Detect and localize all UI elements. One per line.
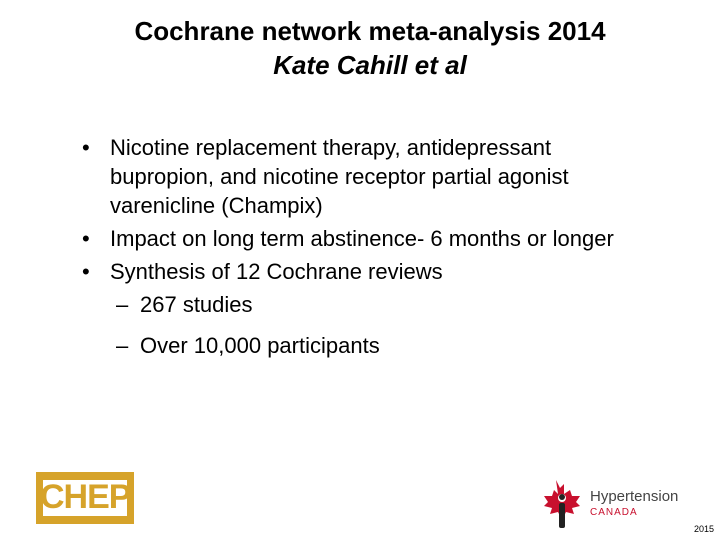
bullet-marker: • bbox=[82, 135, 90, 160]
sub-bullet-marker: – bbox=[116, 292, 129, 317]
sub-bullet-item bbox=[82, 331, 642, 360]
sub-bullet-item bbox=[82, 290, 642, 319]
hc-country: CANADA bbox=[590, 507, 638, 518]
title-line-2: Kate Cahill et al bbox=[273, 50, 467, 80]
title-line-1: Cochrane network meta-analysis 2014 bbox=[134, 16, 606, 46]
chep-logo-icon bbox=[36, 472, 134, 524]
bullet-item bbox=[82, 257, 642, 286]
bullet-item bbox=[82, 224, 642, 253]
bullet-marker: • bbox=[82, 226, 90, 251]
sub-bullet-text: Over 10,000 participants bbox=[140, 333, 380, 358]
chep-logo-text: CHEP bbox=[40, 478, 131, 516]
bullet-marker: • bbox=[82, 259, 90, 284]
bullet-text: Synthesis of 12 Cochrane reviews bbox=[110, 259, 443, 284]
slide-title bbox=[0, 14, 720, 82]
sub-bullet-marker: – bbox=[116, 333, 129, 358]
footer-year: 2015 bbox=[693, 524, 714, 534]
hypertension-canada-logo bbox=[534, 474, 694, 530]
slide-body bbox=[82, 133, 642, 372]
bullet-item bbox=[82, 133, 642, 220]
hc-name: Hypertension bbox=[590, 488, 679, 505]
sub-bullet-text: 267 studies bbox=[140, 292, 253, 317]
bullet-text: Impact on long term abstinence- 6 months or longer bbox=[110, 226, 614, 251]
bullet-text: Nicotine replacement therapy, antidepressant bupropion, and nicotine receptor partial agonist varenicline (Champix) bbox=[110, 135, 569, 218]
maple-leaf-person-icon bbox=[534, 474, 590, 530]
